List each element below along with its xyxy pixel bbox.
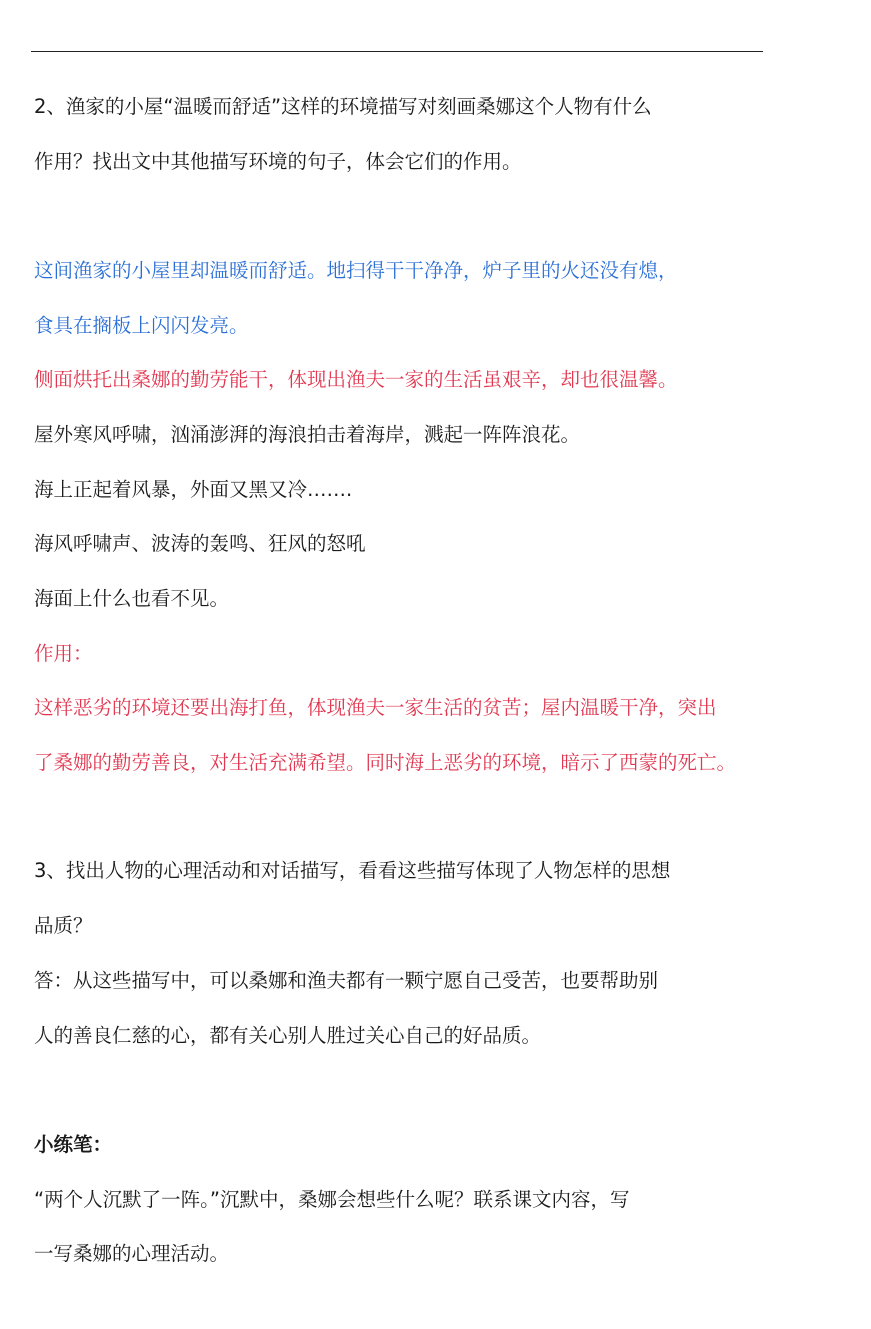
question3-line1: 3、找出人物的心理活动和对话描写，看看这些描写体现了人物怎样的思想: [34, 859, 671, 882]
practice-line2: 一写桑娜的心理活动。: [34, 1242, 230, 1265]
question2-line1: 2、渔家的小屋“温暖而舒适”这样的环境描写对刻画桑娜这个人物有什么: [34, 95, 652, 118]
env-sentence-3: 海风呼啸声、波涛的轰鸣、狂风的怒吼: [34, 532, 366, 555]
env-sentence-4: 海面上什么也看不见。: [34, 587, 230, 610]
answer-line1: 答：从这些描写中，可以桑娜和渔夫都有一颗宁愿自己受苦，也要帮助别: [34, 969, 659, 992]
practice-heading: 小练笔：: [34, 1133, 113, 1156]
question2-line2: 作用？找出文中其他描写环境的句子，体会它们的作用。: [34, 150, 522, 173]
effect-line2: 了桑娜的勤劳善良，对生活充满希望。同时海上恶劣的环境，暗示了西蒙的死亡。: [34, 751, 737, 774]
top-divider: [31, 51, 763, 52]
practice-line1: “两个人沉默了一阵。”沉默中，桑娜会想些什么呢？联系课文内容，写: [34, 1188, 630, 1211]
answer-line2: 人的善良仁慈的心，都有关心别人胜过关心自己的好品质。: [34, 1024, 542, 1047]
quote-line2: 食具在搁板上闪闪发亮。: [34, 314, 249, 337]
effect-line1: 这样恶劣的环境还要出海打鱼，体现渔夫一家生活的贫苦；屋内温暖干净，突出: [34, 696, 717, 719]
env-sentence-1: 屋外寒风呼啸，汹涌澎湃的海浪拍击着海岸，溅起一阵阵浪花。: [34, 423, 581, 446]
analysis-text: 侧面烘托出桑娜的勤劳能干，体现出渔夫一家的生活虽艰辛，却也很温馨。: [34, 368, 678, 391]
question3-line2: 品质？: [34, 914, 93, 937]
quote-line1: 这间渔家的小屋里却温暖而舒适。地扫得干干净净，炉子里的火还没有熄，: [34, 259, 678, 282]
env-sentence-2: 海上正起着风暴，外面又黑又冷…….: [34, 478, 353, 501]
effect-label: 作用：: [34, 642, 93, 665]
